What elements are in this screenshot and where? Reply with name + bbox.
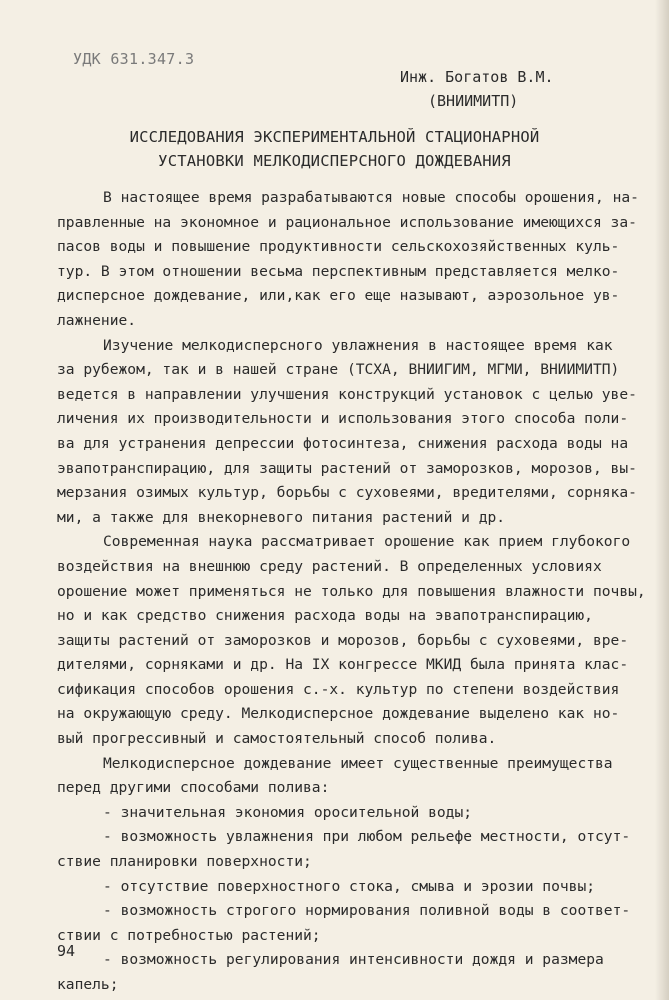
- body-line: капель;: [57, 976, 119, 993]
- body-line: ва для устранения депрессии фотосинтеза, снижения расхода воды на: [57, 434, 629, 452]
- body-line: сификация способов орошения с.-х. культур по степени воздействия: [57, 680, 620, 698]
- udk-code: УДК 631.347.3: [73, 50, 195, 68]
- list-item: - возможность строгого нормирования поливной воды в соответ-: [103, 902, 631, 920]
- body-line: Мелкодисперсное дождевание имеет существенные преимущества: [103, 754, 613, 772]
- body-line: пасов воды и повышение продуктивности сельскохозяйственных куль-: [57, 238, 620, 256]
- body-line: ми, а также для внекорневого питания растений и др.: [57, 508, 506, 526]
- page-number: 94: [57, 942, 76, 960]
- body-line: ствие планировки поверхности;: [57, 853, 312, 871]
- body-line: В настоящее время разрабатываются новые способы орошения, на-: [103, 189, 639, 206]
- body-line: но и как средство снижения расхода воды на эвапотранспирацию,: [57, 607, 593, 625]
- body-line: мерзания озимых культур, борьбы с суховеями, вредителями, сорняка-: [57, 484, 637, 502]
- body-line: Современная наука рассматривает орошение как прием глубокого: [103, 533, 631, 551]
- body-line: Изучение мелкодисперсного увлажнения в настоящее время как: [103, 336, 613, 354]
- body-line: орошение может применяться не только для повышения влажности почвы,: [57, 582, 646, 600]
- article-body: [57, 186, 646, 998]
- title-line: УСТАНОВКИ МЕЛКОДИСПЕРСНОГО ДОЖДЕВАНИЯ: [158, 152, 511, 170]
- article-title: [0, 125, 669, 173]
- author-name: Инж. Богатов В.М.: [400, 68, 554, 86]
- body-line: тур. В этом отношении весьма перспективным представляется мелко-: [57, 262, 620, 280]
- body-line: за рубежом, так и в нашей стране (ТСХА, ВНИИГИМ, МГМИ, ВНИИМИТП): [57, 361, 620, 379]
- list-item: - отсутствие поверхностного стока, смыва и эрозии почвы;: [103, 877, 596, 895]
- body-line: защиты растений от заморозков и морозов, борьбы с суховеями, вре-: [57, 631, 629, 649]
- body-line: ствии с потребностью растений;: [57, 926, 321, 944]
- body-line: дисперсное дождевание, или,как его еще называют, аэрозольное ув-: [57, 287, 620, 305]
- body-line: на окружающую среду. Мелкодисперсное дождевание выделено как но-: [57, 705, 620, 723]
- body-line: личения их производительности и использования этого способа поли-: [57, 410, 629, 428]
- list-item: - возможность регулирования интенсивности дождя и размера: [103, 951, 604, 969]
- title-line: ИССЛЕДОВАНИЯ ЭКСПЕРИМЕНТАЛЬНОЙ СТАЦИОНАРНОЙ: [129, 128, 540, 146]
- body-line: ведется в направлении улучшения конструкций установок с целью уве-: [57, 385, 637, 403]
- author-organization: (ВНИИМИТП): [428, 92, 519, 110]
- body-line: вый прогрессивный и самостоятельный способ полива.: [57, 730, 497, 748]
- body-line: дителями, сорняками и др. На IX конгрессе МКИД была принята клас-: [57, 656, 629, 674]
- body-line: эвапотранспирацию, для защиты растений от заморозков, морозов, вы-: [57, 459, 637, 477]
- list-item: - значительная экономия оросительной воды;: [103, 803, 473, 821]
- list-item: - возможность увлажнения при любом рельефе местности, отсут-: [103, 828, 631, 846]
- body-line: воздействия на внешнюю среду растений. В определенных условиях: [57, 557, 602, 575]
- body-line: правленные на экономное и рациональное использование имеющихся за-: [57, 213, 637, 231]
- body-line: лажнение.: [57, 311, 137, 329]
- body-line: перед другими способами полива:: [57, 779, 330, 797]
